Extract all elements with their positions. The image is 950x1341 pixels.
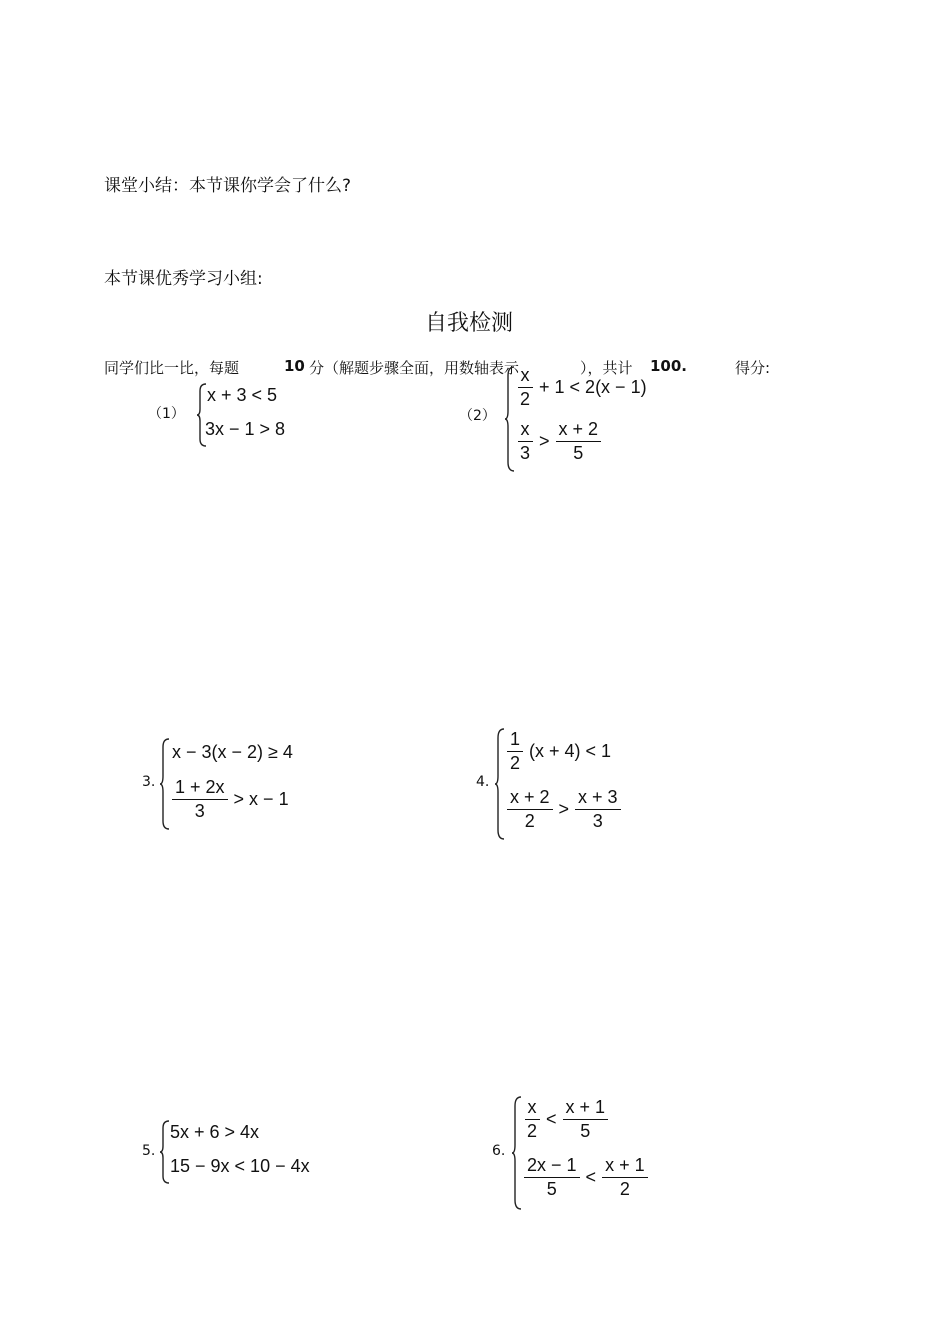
expression-rest: > x − 1	[233, 789, 289, 810]
problem-5-inequality-2: 15 − 9x < 10 − 4x	[170, 1156, 310, 1176]
expression-rest: + 1 < 2(x − 1)	[539, 377, 647, 398]
points-per-problem: 10	[284, 357, 305, 375]
left-brace-icon	[512, 1096, 522, 1210]
problem-5-inequality-1: 5x + 6 > 4x	[170, 1122, 260, 1142]
instruction-total-label: ），共计	[580, 359, 633, 377]
problem-1-inequality-2: 3x − 1 > 8	[205, 419, 286, 439]
problem-3-inequality-1: x − 3(x − 2) ≥ 4	[172, 742, 293, 762]
problem-5-label: 5.	[142, 1143, 156, 1159]
fraction: $\frac{2x - 1}{5}$	[524, 1156, 580, 1200]
comparison-operator: <	[546, 1109, 557, 1130]
page-title: 自我检测	[425, 311, 514, 336]
problem-3-system	[160, 738, 330, 830]
fraction: $\frac{1 + 2x}{3}$	[172, 778, 228, 822]
problem-4-inequality-1	[505, 730, 615, 774]
left-brace-icon	[160, 1120, 170, 1184]
problem-2-label: （2）	[459, 408, 496, 424]
problem-4-inequality-2	[505, 788, 623, 832]
fraction: $\frac{x + 1}{2}$	[602, 1156, 648, 1200]
fraction: $\frac{x}{2}$	[517, 366, 533, 410]
fraction: $\frac{x + 3}{3}$	[575, 788, 621, 832]
left-brace-icon	[160, 738, 170, 830]
problem-4-system	[495, 728, 645, 840]
excellent-group-prompt: 本节课优秀学习小组:	[104, 269, 263, 289]
fraction: $\frac{x + 1}{5}$	[563, 1098, 609, 1142]
left-brace-icon	[505, 366, 515, 472]
problem-1-system	[197, 383, 317, 447]
problem-6-label: 6.	[492, 1143, 506, 1159]
left-brace-icon	[495, 728, 505, 840]
problem-3-label: 3.	[142, 774, 156, 790]
fraction: $\frac{x}{2}$	[524, 1098, 540, 1142]
problem-3-inequality-2	[170, 778, 293, 822]
problem-1-label: （1）	[148, 406, 185, 422]
problem-2-inequality-2	[515, 420, 603, 464]
total-points: 100.	[650, 357, 688, 375]
comparison-operator: >	[558, 799, 570, 820]
fraction: $\frac{x}{3}$	[517, 420, 533, 464]
problem-6-inequality-2	[522, 1156, 650, 1200]
instruction-detail: 分（解题步骤全面，用数轴表示	[309, 359, 520, 377]
class-summary-prompt: 课堂小结：本节课你学会了什么?	[104, 176, 352, 196]
fraction: $\frac{1}{2}$	[507, 730, 523, 774]
problem-2-system	[505, 366, 665, 472]
problem-5-system	[160, 1120, 340, 1184]
comparison-operator: >	[539, 431, 550, 452]
problem-2-inequality-1	[515, 366, 651, 410]
comparison-operator: <	[585, 1167, 597, 1188]
problem-4-label: 4.	[476, 774, 490, 790]
problem-6-inequality-1	[522, 1098, 610, 1142]
fraction: $\frac{x + 2}{5}$	[556, 420, 602, 464]
expression-rest: (x + 4) < 1	[529, 741, 612, 762]
problem-1-inequality-1: x + 3 < 5	[207, 385, 278, 405]
score-label: 得分:	[735, 359, 771, 377]
instruction-text: 同学们比一比，每题	[104, 359, 240, 377]
fraction: $\frac{x + 2}{2}$	[507, 788, 553, 832]
problem-6-system	[512, 1096, 662, 1210]
